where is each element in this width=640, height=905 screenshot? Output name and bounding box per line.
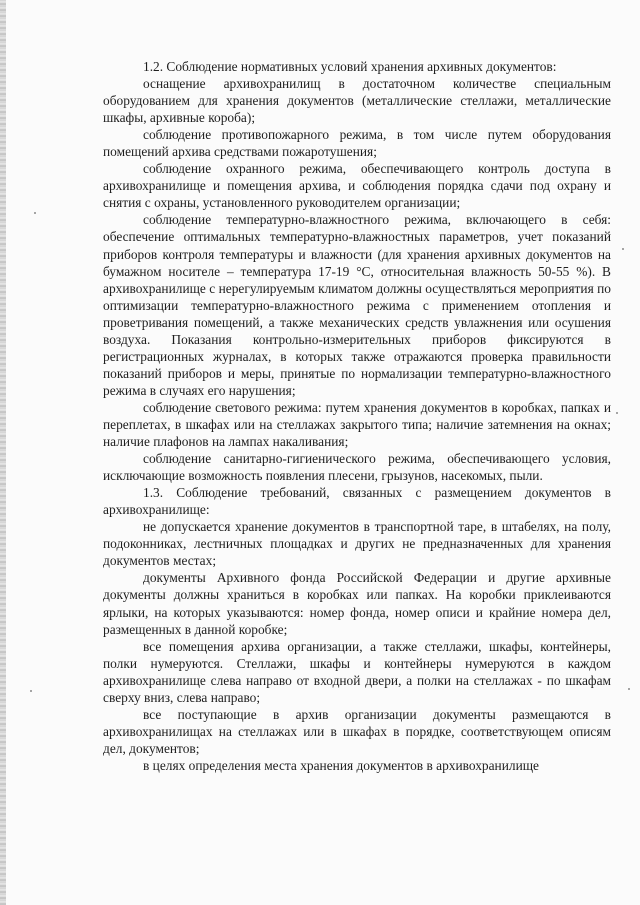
- paragraph-equipment: оснащение архивохранилищ в достаточном количестве специальным оборудованием для хранения документов (металлические стеллажи, металлические шкафы, архивные короба);: [103, 76, 611, 126]
- paragraph-boxes-labels: документы Архивного фонда Российской Федерации и другие архивные документы должны храниться в коробках или папках. На коробки приклеиваются ярлыки, на которых указываются: номер фонда, номер описи и крайние номера дел, размещенных в данной коробке;: [103, 570, 611, 637]
- paragraph-location: в целях определения места хранения документов в архивохранилище: [143, 757, 539, 773]
- section-1-3-heading: 1.3. Соблюдение требований, связанных с размещением документов в архивохранилище:: [103, 485, 611, 518]
- paragraph-light: соблюдение светового режима: путем хранения документов в коробках, папках и переплетах, в шкафах или на стеллажах закрытого типа; наличие затемнения на окнах; наличие плафонов на лампах накаливания;: [103, 399, 611, 450]
- scan-speck: [616, 412, 618, 414]
- document-body: [103, 58, 611, 774]
- paragraph-sanitary: соблюдение санитарно-гигиенического режима, обеспечивающего условия, исключающие возможность появления плесени, грызунов, насекомых, пыли.: [103, 451, 611, 484]
- section-1-2-heading: 1.2. Соблюдение нормативных условий хранения архивных документов:: [143, 59, 557, 74]
- paragraph-fire-safety: соблюдение противопожарного режима, в том числе путем оборудования помещений архива средствами пожаротушения;: [103, 127, 611, 160]
- paragraph-temperature-humidity: соблюдение температурно-влажностного режима, включающего в себя: обеспечение оптимальных температурно-влажностных параметров, учет показаний приборов контроля температуры и влажности (для хранения архивных документов на бумажном носителе – температура 17-19 °С, относительная влажность 50-55 %). В архивохранилище с нерегулируемым климатом должны осуществляться мероприятия по оптимизации температурно-влажностного режима с применением отопления и проветривания помещений, а также механических средств увлажнения или осушения воздуха. Показания контрольно-измерительных приборов фиксируются в регистрационных журналах, в которых также отражаются проверка правильности показаний приборов и меры, принятые по нормализации температурно-влажностного режима в случаях его нарушения;: [103, 212, 611, 398]
- paragraph-no-transport-containers: не допускается хранение документов в транспортной таре, в штабелях, на полу, подоконниках, лестничных площадках и других не предназначенных для хранения документов местах;: [103, 519, 611, 569]
- paragraph-placement: все поступающие в архив организации документы размещаются в архивохранилищах на стеллажах или в шкафах в порядке, соответствующем описям дел, документов;: [103, 706, 611, 756]
- paragraph-numbering: все помещения архива организации, а также стеллажи, шкафы, контейнеры, полки нумеруются. Стеллажи, шкафы и контейнеры нумеруются в каждом архивохранилище слева направо от входной двери, а полки на стеллажах - по шкафам сверху вниз, слева направо;: [103, 638, 611, 705]
- scan-speck: [622, 248, 624, 250]
- scan-binding-edge: [0, 0, 6, 905]
- scan-speck: [30, 690, 32, 692]
- scan-speck: [34, 212, 36, 214]
- paragraph-security: соблюдение охранного режима, обеспечивающего контроль доступа в архивохранилище и помещения архива, и соблюдения порядка сдачи под охрану и снятия с охраны, установленного руководителем организации;: [103, 161, 611, 211]
- scan-speck: [628, 688, 630, 690]
